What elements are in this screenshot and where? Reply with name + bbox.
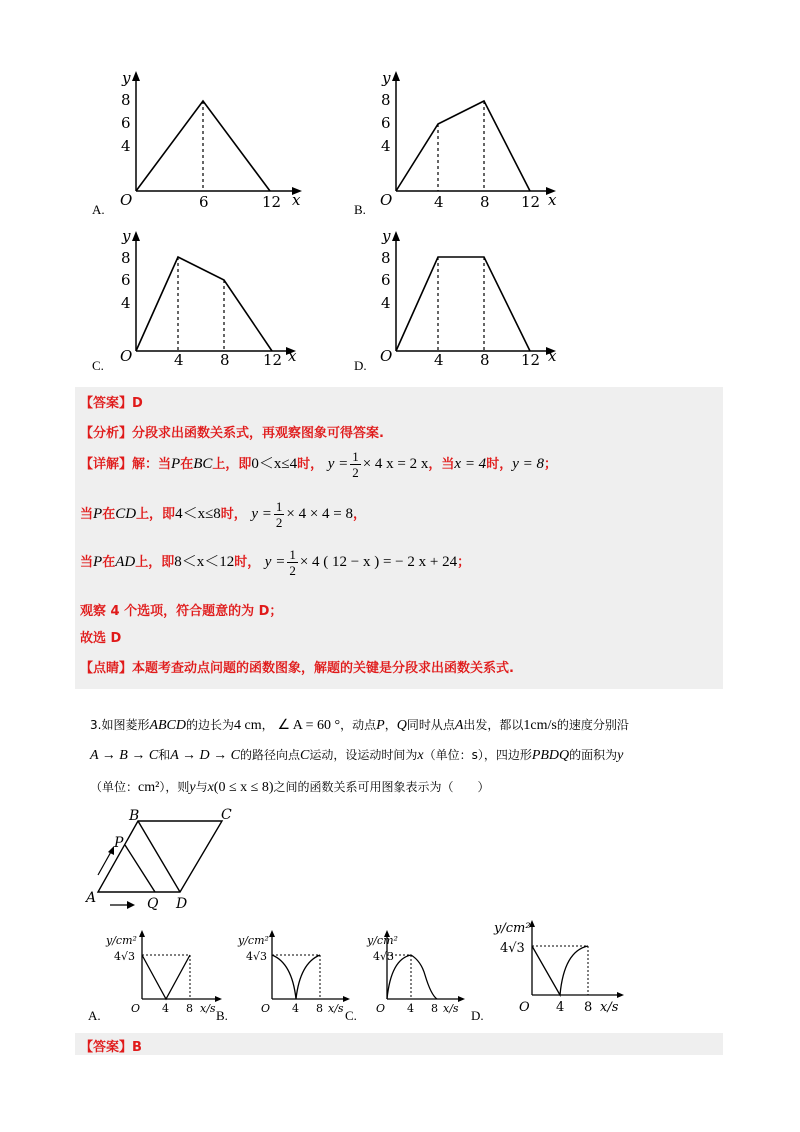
function-line	[396, 101, 530, 191]
q3-graph-option-b	[230, 925, 355, 1020]
analysis-line: 【分析】分段求出函数关系式，再观察图象可得答案.	[80, 426, 384, 441]
x-tick: 4	[434, 193, 444, 211]
rhombus-figure	[80, 805, 260, 915]
x-tick: 6	[199, 193, 209, 211]
function-line	[396, 257, 530, 351]
y-tick: 6	[381, 271, 391, 289]
option-c-letter: C.	[92, 358, 104, 373]
observe-line: 观察 4 个选项，符合题意的为 D；	[80, 604, 283, 619]
x-axis-label: x/s	[200, 1002, 216, 1015]
q3-option-c-letter: C.	[345, 1008, 357, 1023]
option-b-letter: B.	[354, 202, 366, 217]
x-tick: 8	[220, 351, 230, 369]
y-axis-label: y/cm²	[494, 921, 531, 936]
vertex-label: D	[176, 896, 188, 912]
vertex-label: P	[114, 835, 124, 851]
q3-option-a-letter: A.	[88, 1008, 101, 1023]
answer-line: 【答案】D	[80, 396, 143, 411]
function-curve	[532, 946, 588, 995]
y-axis-label: y	[122, 69, 131, 87]
q3-option-b-letter: B.	[216, 1008, 228, 1023]
vertex-label: Q	[147, 896, 159, 912]
answer-block-q3	[75, 1033, 723, 1055]
origin-label: O	[120, 347, 133, 365]
x-tick: 8	[584, 1000, 593, 1015]
origin-label: O	[380, 347, 393, 365]
answer-block-q2	[75, 387, 723, 689]
origin-label: O	[376, 1002, 386, 1015]
choose-line: 故选 D	[80, 631, 122, 646]
function-curve	[387, 955, 437, 999]
x-tick: 4	[174, 351, 184, 369]
vertex-label: A	[86, 890, 97, 906]
x-tick: 4	[434, 351, 444, 369]
x-tick: 8	[316, 1002, 323, 1015]
y-tick: 4	[381, 137, 391, 155]
detail-line-3: 当P在AD上，即8＜x＜12时， y = $\frac{1}{2}$ × 4 ( 12 − x ) = − 2 x + 24；	[80, 547, 471, 578]
graph-option-a	[100, 65, 320, 225]
vertex-label: B	[129, 808, 140, 824]
detail-line-1: 【详解】解：当P在BC上，即0＜x≤4时， y = $\frac{1}{2}$ × 4 x = 2 x，当x = 4时，y = 8；	[80, 449, 557, 480]
function-line	[142, 955, 190, 999]
y-tick: 4√3	[114, 950, 136, 963]
q3-option-d-letter-text: D.	[471, 1008, 484, 1023]
comment-line: 【点睛】本题考查动点问题的函数图象，解题的关键是分段求出函数关系式.	[80, 661, 514, 676]
x-axis-label: x/s	[328, 1002, 344, 1015]
y-tick: 6	[121, 271, 131, 289]
y-axis-label: y	[122, 227, 131, 245]
vertex-label: C	[221, 807, 232, 823]
q3-graph-option-d	[490, 915, 630, 1020]
question-3-line-1: 3.如图菱形ABCD的边长为4 cm， ∠ A = 60 °，动点P，Q同时从点A出发，都以1cm/s的速度分别沿	[90, 718, 629, 733]
y-tick: 8	[381, 249, 391, 267]
x-tick: 4	[556, 1000, 565, 1015]
q3-graph-option-a	[100, 925, 225, 1020]
x-tick: 8	[431, 1002, 438, 1015]
x-tick: 8	[480, 193, 490, 211]
segment-bd	[138, 821, 180, 892]
y-tick: 4	[381, 294, 391, 312]
y-tick: 8	[121, 249, 131, 267]
origin-label: O	[120, 191, 133, 209]
origin-label: O	[131, 1002, 141, 1015]
x-axis-label: x	[548, 191, 557, 209]
origin-label: O	[519, 1000, 530, 1015]
function-line	[136, 257, 272, 351]
origin-label: O	[380, 191, 393, 209]
graph-option-b	[360, 65, 580, 225]
function-curve	[272, 955, 320, 999]
x-axis-label: x	[292, 191, 301, 209]
y-axis-label: y/cm²	[238, 934, 269, 947]
y-tick: 4	[121, 294, 131, 312]
y-tick: 8	[381, 91, 391, 109]
y-tick: 6	[121, 114, 131, 132]
x-axis-label: x/s	[600, 1000, 619, 1015]
y-axis-label: y/cm²	[367, 934, 398, 947]
x-axis-label: x/s	[443, 1002, 459, 1015]
y-tick: 4	[121, 137, 131, 155]
x-tick: 8	[480, 351, 490, 369]
x-tick: 12	[521, 351, 541, 369]
segment-pq	[125, 845, 155, 892]
x-tick: 4	[162, 1002, 169, 1015]
option-a-letter: A.	[92, 202, 105, 217]
x-tick: 4	[407, 1002, 414, 1015]
option-d-letter: D.	[354, 358, 367, 373]
y-tick: 6	[381, 114, 391, 132]
q3-graph-option-c	[345, 925, 470, 1020]
origin-label: O	[261, 1002, 271, 1015]
x-axis-label: x	[548, 347, 557, 365]
x-tick: 4	[292, 1002, 299, 1015]
graph-option-d	[360, 225, 580, 385]
y-tick: 4√3	[373, 950, 395, 963]
graph-option-c	[100, 225, 320, 385]
x-axis-label: x	[288, 347, 297, 365]
rhombus-abcd	[98, 821, 222, 892]
y-tick: 4√3	[246, 950, 268, 963]
x-tick: 12	[521, 193, 541, 211]
x-tick: 8	[186, 1002, 193, 1015]
y-tick: 4√3	[500, 941, 525, 956]
x-tick: 12	[263, 351, 283, 369]
question-3-line-2: A → B → C和A → D → C的路径向点C运动，设运动时间为x（单位：s），四边形PBDQ的面积为y	[90, 748, 624, 763]
question-3-line-3: （单位：cm²），则y与x(0 ≤ x ≤ 8)之间的函数关系可用图象表示为（ ）	[90, 780, 490, 795]
detail-line-2: 当P在CD上，即4＜x≤8时， y = $\frac{1}{2}$ × 4 × 4 = 8，	[80, 499, 367, 530]
answer-line: 【答案】B	[80, 1040, 142, 1055]
x-tick: 12	[262, 193, 282, 211]
y-axis-label: y	[382, 69, 391, 87]
y-tick: 8	[121, 91, 131, 109]
y-axis-label: y/cm²	[106, 934, 137, 947]
y-axis-label: y	[382, 227, 391, 245]
